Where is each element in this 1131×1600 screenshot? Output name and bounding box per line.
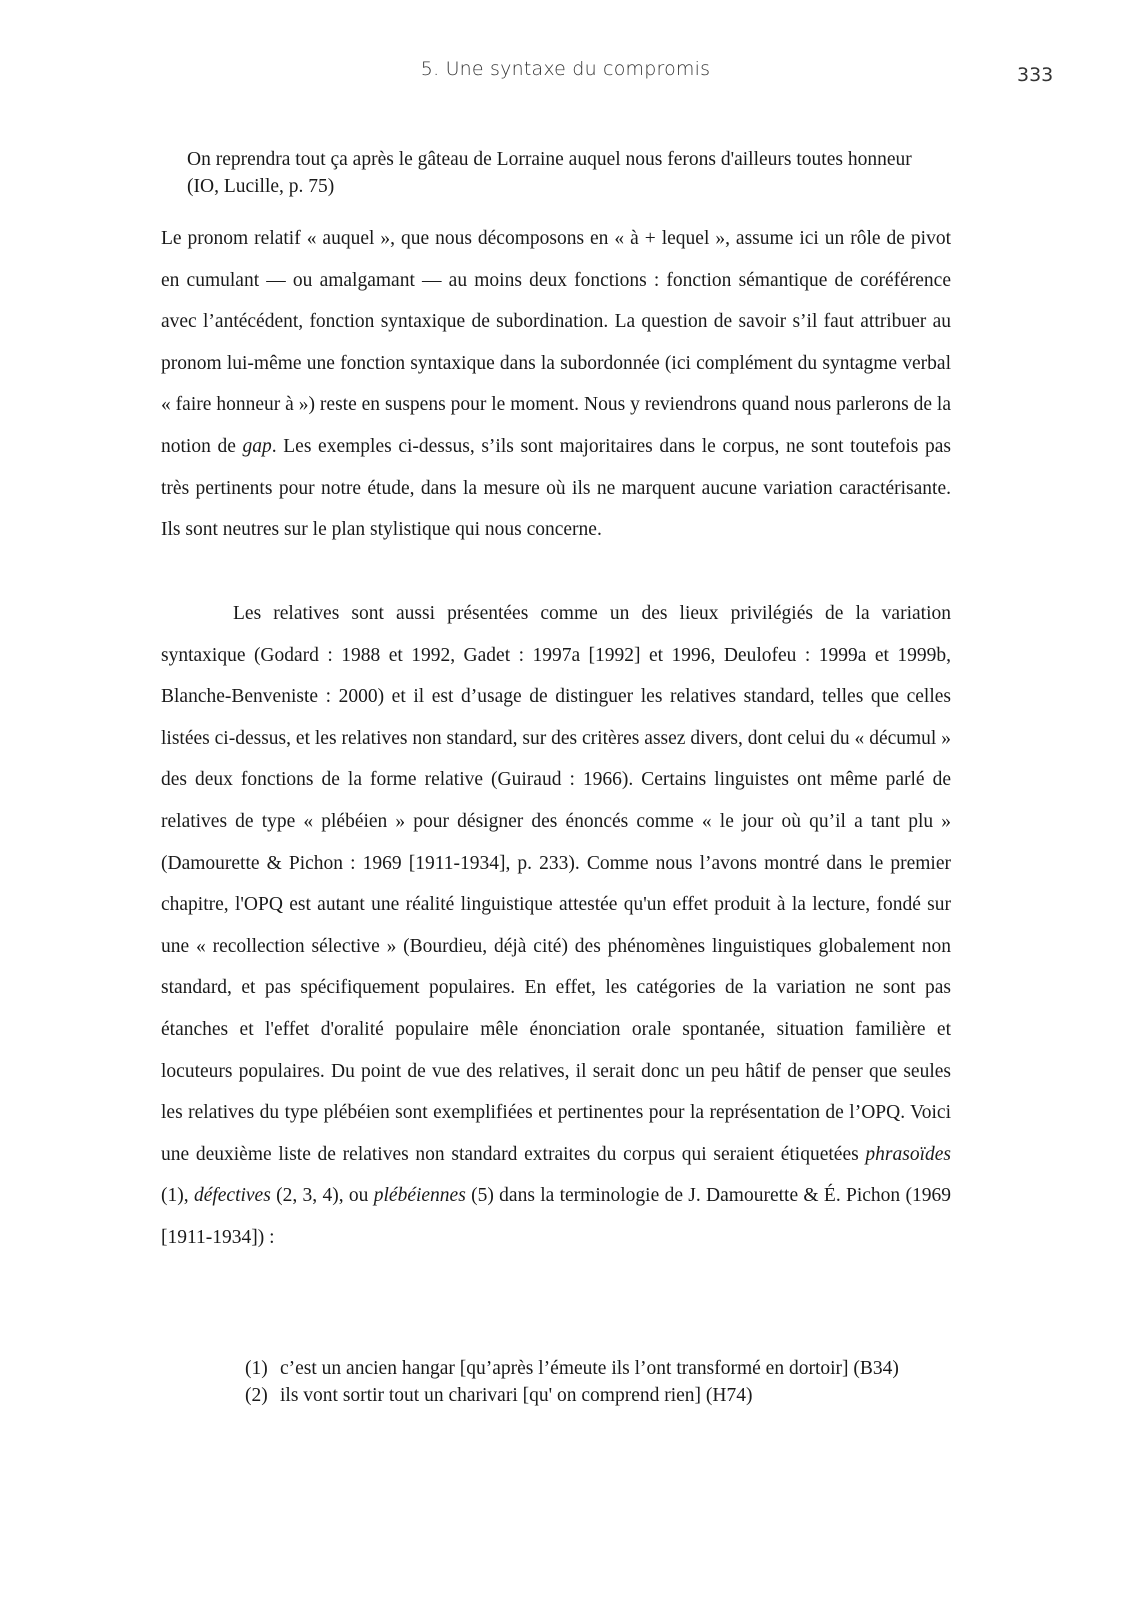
example-item (245, 1355, 900, 1382)
paragraph-2-text-d: (5) dans la terminologie de J. Damourette & É. Pichon (1969 [1911-1934]) : (161, 1185, 951, 1248)
example-number: (1) (245, 1358, 268, 1379)
term-defectives: défectives (193, 1185, 271, 1207)
example-number: (2) (245, 1385, 268, 1406)
example-text: ils vont sortir tout un charivari [qu' on comprend rien] (H74) (280, 1385, 753, 1406)
paragraph-1-text-a: Le pronom relatif « auquel », que nous décomposons en « à + lequel », assume ici un rôle de pivot en cumulant — ou amalgamant — au moins deux fonctions : fonction sémantique de coréférence avec l’antécédent, fonction syntaxique de subordination. La question de savoir s’il faut attribuer au pronom lui-même une fonction syntaxique dans la subordonnée (ici complément du syntagme verbal « faire honneur à ») reste en suspens pour le moment. Nous y reviendrons quand nous parlerons de la notion de (161, 228, 951, 457)
paragraph-1-text-b: . Les exemples ci-dessus, s’ils sont majoritaires dans le corpus, ne sont toutefois pas très pertinents pour notre étude, dans la mesure où ils ne marquent aucune variation caractérisante. Ils sont neutres sur le plan stylistique qui nous concerne. (161, 435, 951, 541)
paragraph-2 (161, 593, 951, 1259)
running-head: 5. Une syntaxe du compromis (420, 58, 711, 80)
page-number: 333 (1017, 64, 1054, 86)
example-text: c’est un ancien hangar [qu’après l’émeute ils l’ont transformé en dortoir] (B34) (280, 1358, 899, 1379)
example-item (245, 1382, 900, 1409)
paragraph-2-text-c: (2, 3, 4), ou (270, 1185, 374, 1207)
paragraph-2-text-a: Les relatives sont aussi présentées comme un des lieux privilégiés de la variation syntaxique (Godard : 1988 et 1992, Gadet : 1997a [1992] et 1996, Deulofeu : 1999a et 1999b, Blanche-Benveniste : 2000) et il est d’usage de distinguer les relatives standard, telles que celles listées ci-dessus, et les relatives non standard, sur des critères assez divers, dont celui du « décumul » des deux fonctions de la forme relative (Guiraud : 1966). Certains linguistes ont même parlé de relatives de type « plébéien » pour désigner des énoncés comme « le jour où qu’il a tant plu » (Damourette & Pichon : 1969 [1911-1934], p. 233). Comme nous l’avons montré dans le premier chapitre, l'OPQ est autant une réalité linguistique attestée qu'un effet produit à la lecture, fondé sur une « recollection sélective » (Bourdieu, déjà cité) des phénomènes linguistiques globalement non standard, et pas spécifiquement populaires. En effet, les catégories de la variation ne sont pas étanches et l'effet d'oralité populaire mêle énonciation orale spontanée, situation familière et locuteurs populaires. Du point de vue des relatives, il serait donc un peu hâtif de penser que seules les relatives du type plébéien sont exemplifiées et pertinentes pour la représentation de l’OPQ. Voici une deuxième liste de relatives non standard extraites du corpus qui seraient étiquetées (161, 603, 951, 1165)
example-list (245, 1355, 900, 1409)
paragraph-1 (161, 218, 951, 551)
term-plebeiennes: plébéiennes (373, 1185, 466, 1207)
term-gap: gap (242, 435, 272, 457)
term-phrasoides: phrasoïdes (865, 1143, 951, 1165)
paragraph-2-text-b: (1), (161, 1185, 194, 1207)
block-quote: On reprendra tout ça après le gâteau de Lorraine auquel nous ferons d'ailleurs toutes honneur (IO, Lucille, p. 75) (187, 149, 912, 197)
